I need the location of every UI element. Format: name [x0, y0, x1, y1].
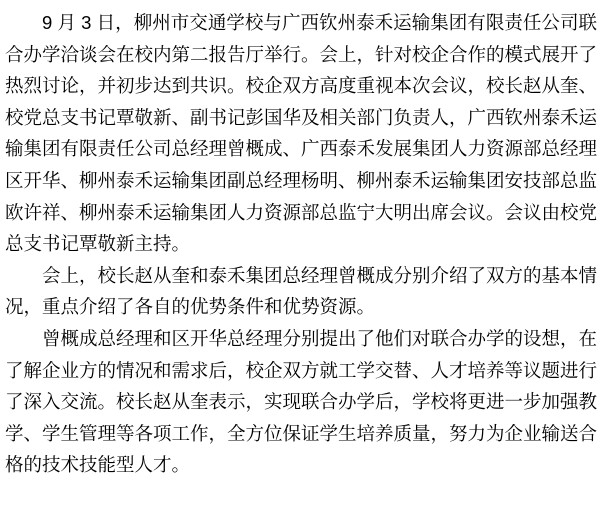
paragraph-meeting-intro: 9 月 3 日，柳州市交通学校与广西钦州泰禾运输集团有限责任公司联合办学洽谈会在校内第二报告厅举行。会上，针对校企合作的模式展开了热烈讨论，并初步达到共识。校企双方高度重视本次会议，校长赵从奎、校党总支书记覃敬新、副书记彭国华及相关部门负责人，广西钦州泰禾运输集团有限责任公司总经理曾概成、广西泰禾发展集团人力资源部总经理区开华、柳州泰禾运输集团副总经理杨明、柳州泰禾运输集团安技部总监欧许祥、柳州泰禾运输集团人力资源部总监宁大明出席会议。会议由校党总支书记覃敬新主持。: [5, 12, 598, 255]
paragraph-introductions: 会上，校长赵从奎和泰禾集团总经理曾概成分别介绍了双方的基本情况，重点介绍了各自的优势条件和优势资源。: [5, 264, 598, 318]
paragraph-cooperation-discussion: 曾概成总经理和区开华总经理分别提出了他们对联合办学的设想，在了解企业方的情况和需求后，校企双方就工学交替、人才培养等议题进行了深入交流。校长赵从奎表示，实现联合办学后，学校将更进一步加强教学、学生管理等各项工作，全方位保证学生培养质量，努力为企业输送合格的技术技能型人才。: [5, 327, 598, 476]
